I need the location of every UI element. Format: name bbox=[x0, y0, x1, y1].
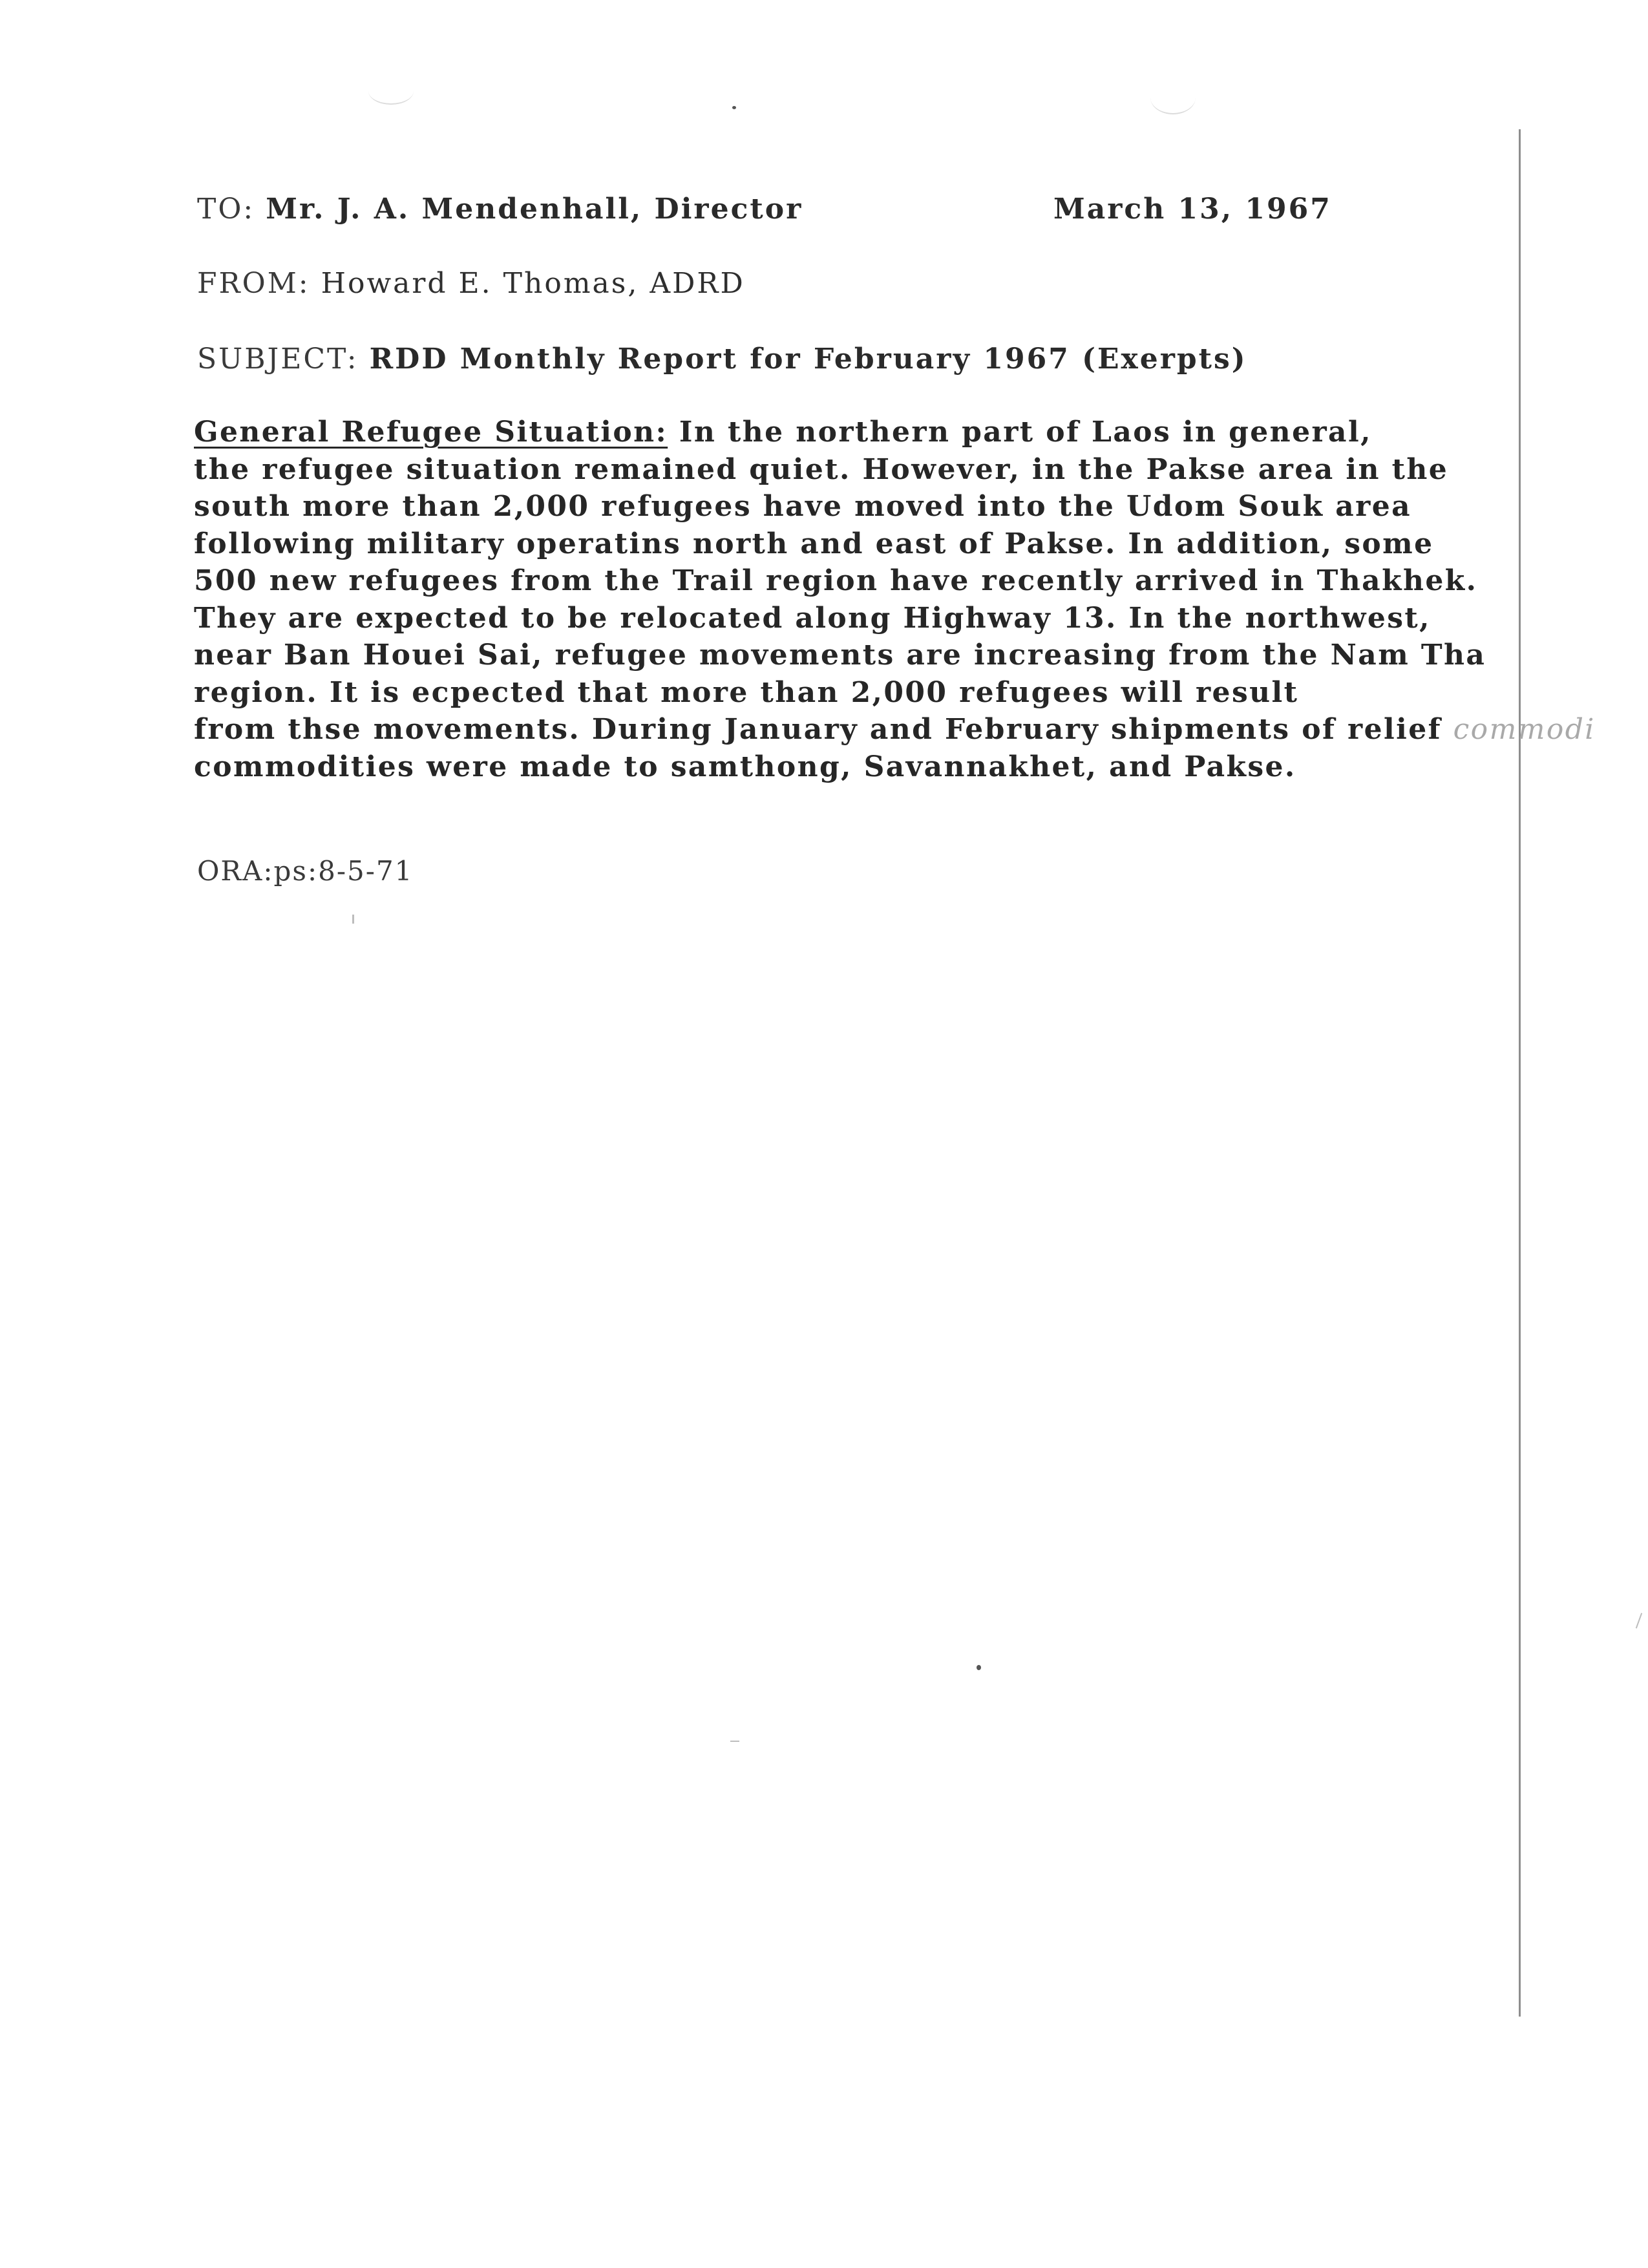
scan-mark bbox=[1636, 1613, 1642, 1628]
body-line-5: 500 new refugees from the Trail region have recently arrived in Thakhek. bbox=[194, 564, 1478, 597]
memo-to-line bbox=[197, 193, 803, 226]
memo-subject-label: SUBJECT: bbox=[197, 343, 359, 376]
body-line-6: They are expected to be relocated along Highway 13. In the northwest, bbox=[194, 601, 1431, 635]
section-heading: General Refugee Situation: bbox=[194, 416, 668, 449]
memo-to-value: Mr. J. A. Mendenhall, Director bbox=[266, 193, 803, 226]
body-line-9-text: from thse movements. During January and February shipments of relief bbox=[194, 713, 1442, 746]
reference-initials: ORA:ps:8-5-71 bbox=[197, 855, 414, 887]
scan-speck bbox=[977, 1665, 981, 1670]
memo-from-label: FROM: bbox=[197, 267, 310, 300]
bleed-through-text: commodi bbox=[1453, 713, 1596, 746]
body-line-1-text: In the northern part of Laos in general, bbox=[668, 416, 1372, 449]
body-line-4: following military operatins north and east of Pakse. In addition, some bbox=[194, 527, 1434, 560]
scan-speck bbox=[732, 106, 736, 109]
body-line-2: the refugee situation remained quiet. However, in the Pakse area in the bbox=[194, 452, 1449, 486]
memo-from-value: Howard E. Thomas, ADRD bbox=[321, 267, 745, 300]
hole-punch-arc-left bbox=[368, 78, 414, 105]
margin-rule-line bbox=[1519, 129, 1521, 2017]
body-line-9 bbox=[194, 711, 1596, 748]
body-line-1 bbox=[194, 414, 1519, 451]
body-line-8: region. It is ecpected that more than 2,000 refugees will result bbox=[194, 675, 1299, 709]
body-paragraph bbox=[194, 414, 1596, 785]
memo-from-line bbox=[197, 267, 745, 300]
body-line-3: south more than 2,000 refugees have moved into the Udom Souk area bbox=[194, 490, 1412, 523]
memo-date bbox=[1053, 193, 1332, 226]
body-line-7: near Ban Houei Sai, refugee movements are increasing from the Nam Tha bbox=[194, 639, 1486, 672]
memo-subject-value: RDD Monthly Report for February 1967 (Exerpts) bbox=[369, 343, 1247, 376]
body-line-10: commodities were made to samthong, Savannakhet, and Pakse. bbox=[194, 750, 1296, 783]
hole-punch-arc-right bbox=[1150, 81, 1196, 114]
scan-mark bbox=[730, 1741, 739, 1742]
scan-mark bbox=[352, 915, 354, 924]
memo-to-label: TO: bbox=[197, 193, 255, 226]
memo-date-value: March 13, 1967 bbox=[1053, 193, 1332, 226]
memo-subject-line bbox=[197, 343, 1247, 376]
